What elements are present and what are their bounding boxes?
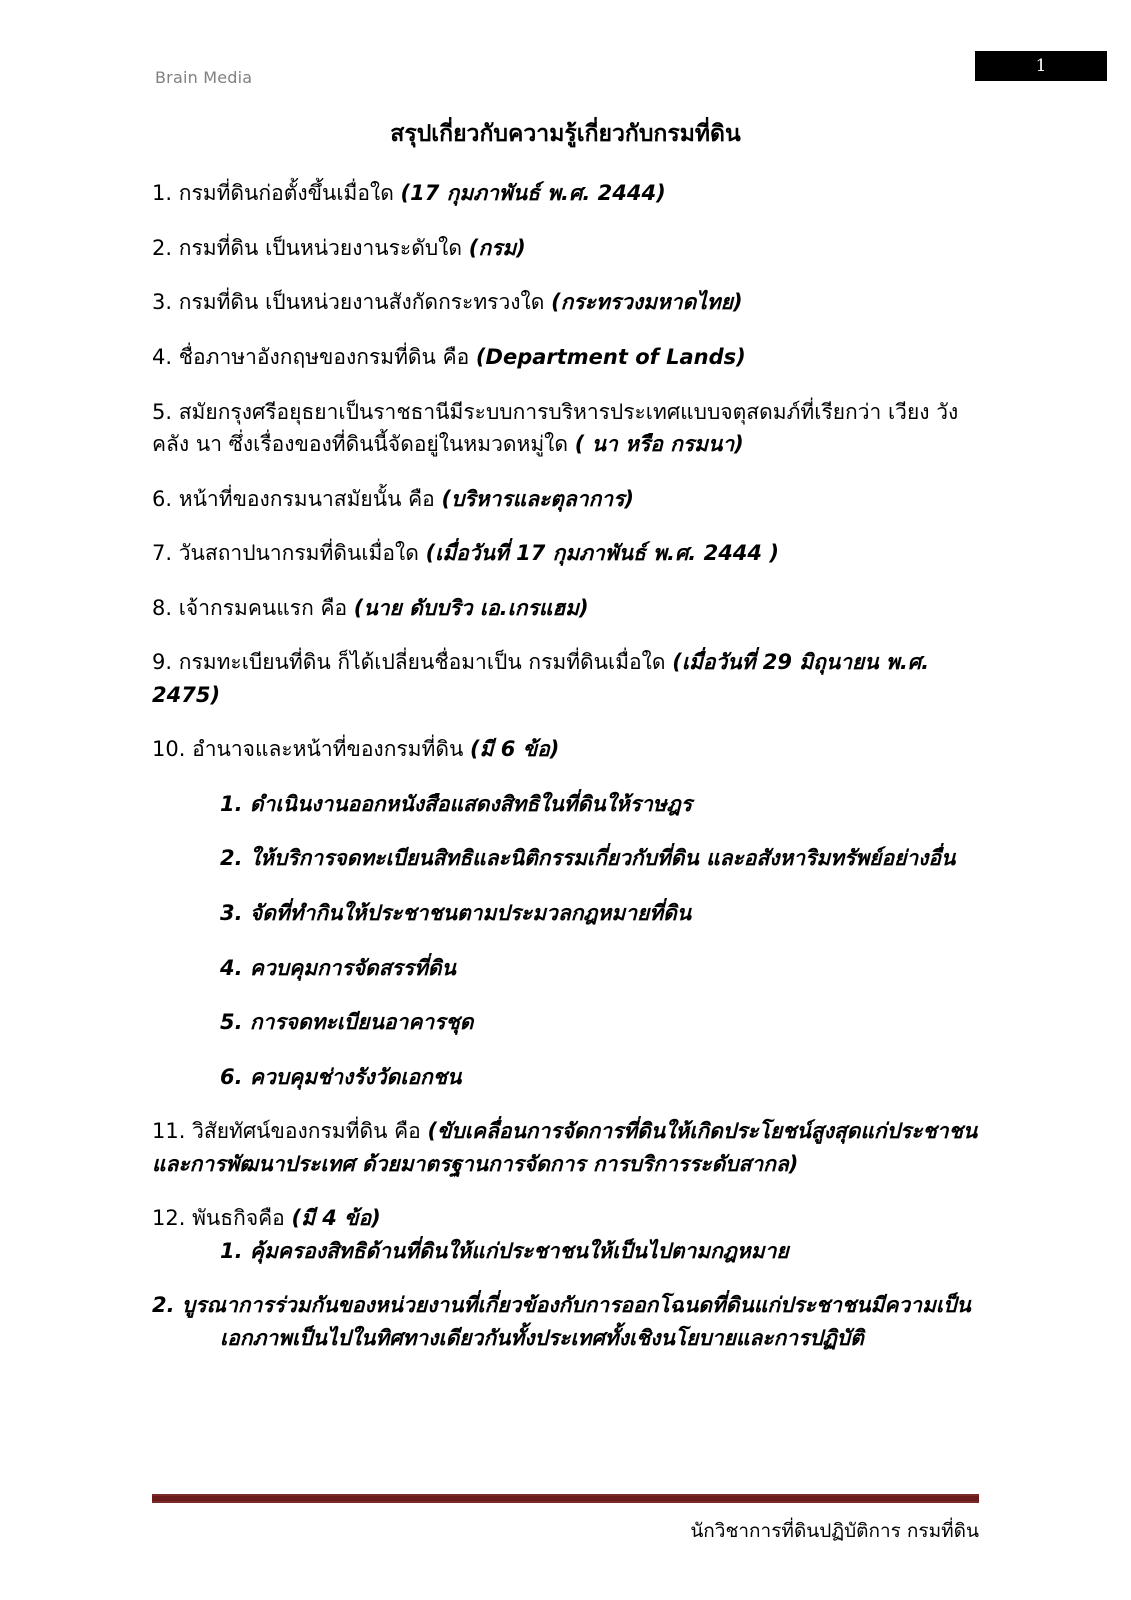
item-number: 10. bbox=[152, 737, 186, 762]
page-number-badge bbox=[975, 51, 1107, 81]
item-question: สมัยกรุงศรีอยุธยาเป็นราชธานีมีระบบการบริหารประเทศแบบจตุสดมภ์ที่เรียกว่า เวียง วัง คลัง นา ซึ่งเรื่องของที่ดินนี้จัดอยู่ในหมวดหมู่ใด bbox=[152, 399, 959, 457]
item-number: 5. bbox=[152, 399, 173, 424]
item-answer: (เมื่อวันที่ 17 กุมภาพันธ์ พ.ศ. 2444 ) bbox=[425, 541, 779, 566]
duties-sublist bbox=[152, 788, 979, 1093]
sublist-item: 3. จัดที่ทำกินให้ประชาชนตามประมวลกฎหมายที่ดิน bbox=[220, 901, 692, 925]
list-item-3 bbox=[152, 286, 979, 319]
item-number: 9. bbox=[152, 650, 173, 675]
item-answer: (กรม) bbox=[468, 235, 526, 260]
item-question: กรมทะเบียนที่ดิน ก็ได้เปลี่ยนชื่อมาเป็น กรมที่ดินเมื่อใด bbox=[178, 650, 673, 675]
item-question: เจ้ากรมคนแรก คือ bbox=[178, 595, 354, 620]
sublist-item: 4. ควบคุมการจัดสรรที่ดิน bbox=[220, 955, 456, 980]
item-number: 7. bbox=[152, 541, 173, 566]
list-item-1 bbox=[152, 177, 979, 210]
list-item-6 bbox=[152, 483, 979, 516]
sublist-item: 1. ดำเนินงานออกหนังสือแสดงสิทธิในที่ดินให้ราษฎร bbox=[220, 791, 692, 816]
item-number: 11. bbox=[152, 1119, 186, 1144]
item-number: 8. bbox=[152, 595, 173, 620]
item-question: พันธกิจคือ bbox=[192, 1206, 292, 1231]
list-item-8 bbox=[152, 592, 979, 625]
list-item-12 bbox=[152, 1202, 979, 1235]
sublist-item: 6. ควบคุมช่างรังวัดเอกชน bbox=[220, 1064, 462, 1089]
item-number: 12. bbox=[152, 1206, 186, 1231]
item-answer: (เมื่อวันที่ 29 มิถุนายน พ.ศ. 2475) bbox=[152, 650, 930, 707]
sublist-item: 1. คุ้มครองสิทธิด้านที่ดินให้แก่ประชาชนให้เป็นไปตามกฎหมาย bbox=[220, 1238, 789, 1263]
item-answer: (มี 6 ข้อ) bbox=[470, 737, 560, 762]
item-answer: (นาย ดับบริว เอ.เกรแฮม) bbox=[353, 595, 589, 620]
item-question: หน้าที่ของกรมนาสมัยนั้น คือ bbox=[178, 486, 442, 511]
page-title: สรุปเกี่ยวกับความรู้เกี่ยวกับกรมที่ดิน bbox=[390, 121, 741, 147]
item-question: กรมที่ดิน เป็นหน่วยงานระดับใด bbox=[178, 235, 469, 260]
item-answer: (17 กุมภาพันธ์ พ.ศ. 2444) bbox=[400, 181, 666, 206]
document-content bbox=[152, 118, 979, 1376]
item-answer: (กระทรวงมหาดไทย) bbox=[551, 290, 743, 315]
page-number-value: 1 bbox=[1035, 55, 1047, 76]
list-item-10 bbox=[152, 733, 979, 766]
sublist-item: 2. บูรณาการร่วมกันของหน่วยงานที่เกี่ยวข้องกับการออกโฉนดที่ดินแก่ประชาชนมีความเป็นเอกภาพเป็นไปในทิศทางเดียวกันทั้งประเทศทั้งเชิงนโยบายและการปฏิบัติ bbox=[152, 1293, 971, 1350]
footer-divider bbox=[152, 1494, 979, 1503]
item-number: 1. bbox=[152, 181, 173, 206]
list-item-4 bbox=[152, 341, 979, 374]
item-answer: (ขับเคลื่อนการจัดการที่ดินให้เกิดประโยชน์สูงสุดแก่ประชาชนและการพัฒนาประเทศ ด้วยมาตรฐานการจัดการ การบริการระดับสากล) bbox=[152, 1119, 978, 1176]
footer-text: นักวิชาการที่ดินปฏิบัติการ กรมที่ดิน bbox=[690, 1520, 979, 1543]
sublist-item: 5. การจดทะเบียนอาคารชุด bbox=[220, 1010, 474, 1035]
item-answer: (Department of Lands) bbox=[475, 344, 746, 369]
list-item-7 bbox=[152, 537, 979, 570]
sublist-item: 2. ให้บริการจดทะเบียนสิทธิและนิติกรรมเกี่ยวกับที่ดิน และอสังหาริมทรัพย์อย่างอื่น bbox=[220, 846, 956, 871]
item-question: วันสถาปนากรมที่ดินเมื่อใด bbox=[178, 541, 426, 566]
item-question: วิสัยทัศน์ของกรมที่ดิน คือ bbox=[192, 1119, 428, 1144]
list-item-9 bbox=[152, 646, 979, 711]
item-question: กรมที่ดิน เป็นหน่วยงานสังกัดกระทรวงใด bbox=[178, 290, 552, 315]
item-number: 4. bbox=[152, 344, 173, 369]
item-number: 3. bbox=[152, 290, 173, 315]
item-question: กรมที่ดินก่อตั้งขึ้นเมื่อใด bbox=[178, 181, 401, 206]
list-item-2 bbox=[152, 232, 979, 265]
item-number: 2. bbox=[152, 235, 173, 260]
list-item-11 bbox=[152, 1115, 979, 1180]
item-answer: (บริหารและตุลาการ) bbox=[441, 486, 634, 511]
item-question: อำนาจและหน้าที่ของกรมที่ดิน bbox=[192, 737, 471, 762]
item-question: ชื่อภาษาอังกฤษของกรมที่ดิน คือ bbox=[178, 344, 476, 369]
item-answer: (มี 4 ข้อ) bbox=[291, 1206, 381, 1231]
item-answer: ( นา หรือ กรมนา) bbox=[574, 432, 744, 457]
brain-media-watermark: Brain Media bbox=[155, 68, 253, 87]
item-number: 6. bbox=[152, 486, 173, 511]
mission-sublist bbox=[152, 1235, 979, 1355]
list-item-5 bbox=[152, 396, 979, 461]
